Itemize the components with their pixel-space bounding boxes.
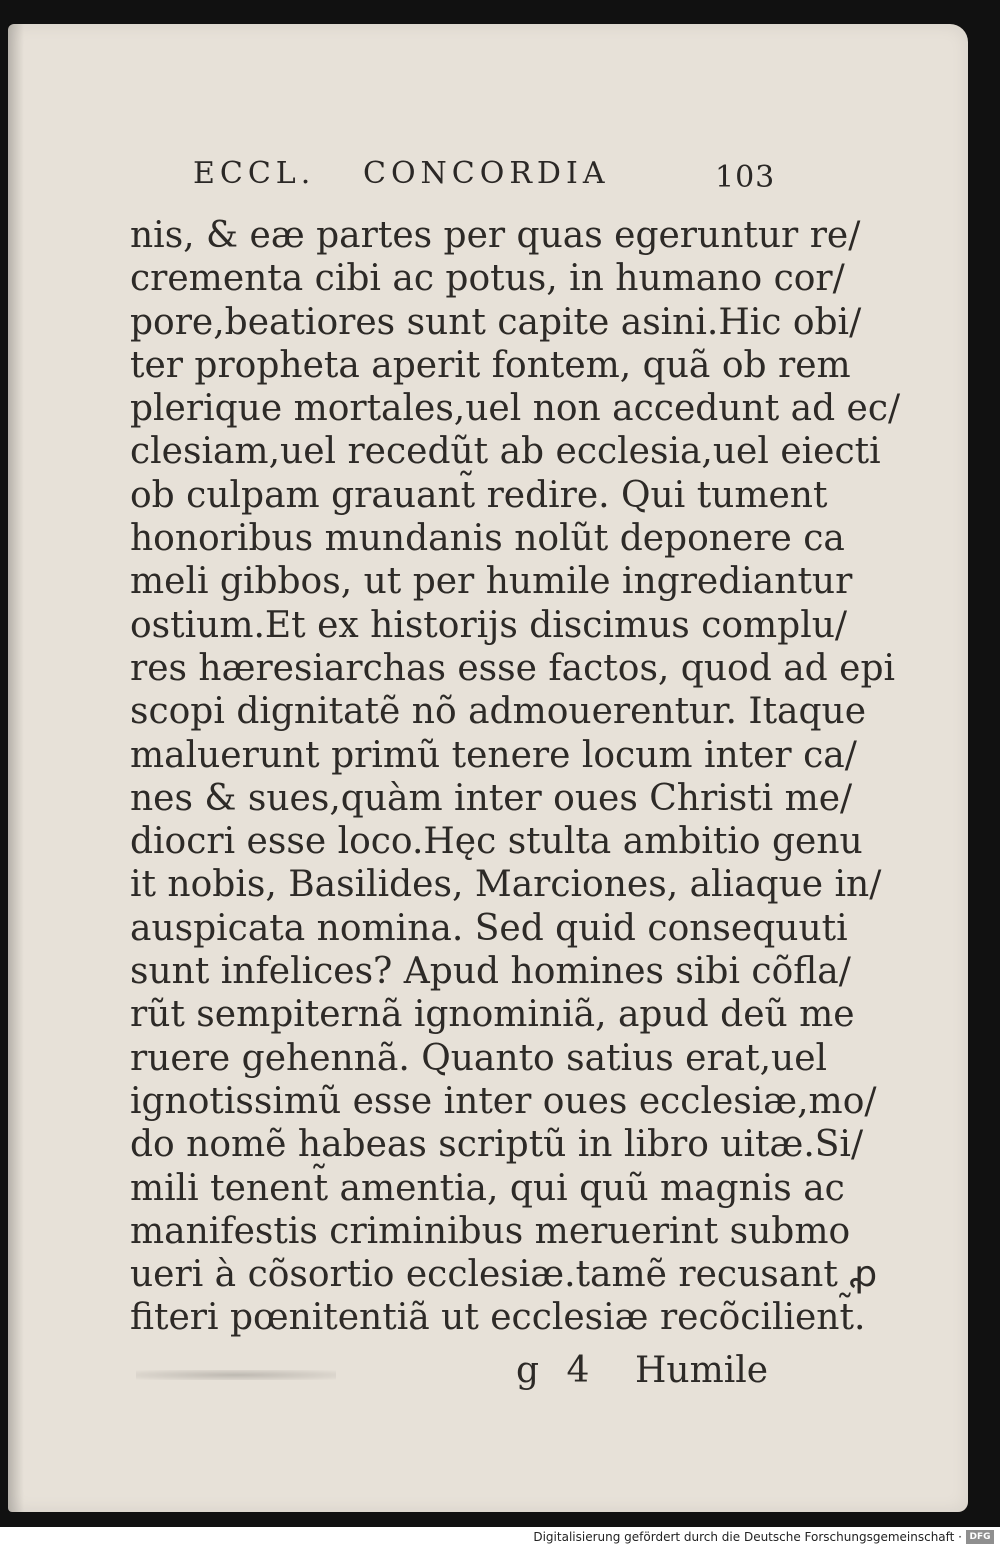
book-page <box>8 24 968 1512</box>
body-line: ostium.Et ex historijs discimus complu/ <box>130 604 848 646</box>
body-line: meli gibbos, ut per humile ingrediantur <box>130 561 853 603</box>
signature-mark: g 4 <box>516 1350 598 1391</box>
catchword: Humile <box>635 1350 769 1391</box>
body-line: honoribus mundanis nolũt deponere ca <box>130 518 845 560</box>
body-line: ueri à cõsortio ecclesiæ.tamẽ recusant ꝓ <box>130 1254 878 1296</box>
body-line: ob culpam grauant̃ redire. Qui tument <box>130 474 828 516</box>
body-line: diocri esse loco.Hęc stulta ambitio genu <box>130 821 863 863</box>
body-line: clesiam,uel recedũt ab ecclesia,uel eiecti <box>130 431 881 473</box>
body-line: ruere gehennã. Quanto satius erat,uel <box>130 1037 828 1079</box>
body-line: ignotissimũ esse inter oues ecclesiæ,mo/ <box>130 1080 877 1122</box>
running-head-title: CONCORDIA <box>363 156 610 191</box>
page-number: 103 <box>715 160 776 195</box>
body-line: rũt sempiternã ignominiã, apud deũ me <box>130 994 855 1036</box>
body-line: pore,beatiores sunt capite asini.Hic obi/ <box>130 301 862 343</box>
body-line: nes & sues,quàm inter oues Christi me/ <box>130 777 853 819</box>
body-line: nis, & eæ partes per quas egeruntur re/ <box>130 215 861 256</box>
running-head <box>193 156 776 200</box>
body-line: scopi dignitatẽ nõ admouerentur. Itaque <box>130 691 867 733</box>
body-line: res hæresiarchas esse factos, quod ad epi <box>130 647 896 689</box>
body-line: maluerunt primũ tenere locum inter ca/ <box>130 734 857 776</box>
body-line: it nobis, Basilides, Marciones, aliaque in/ <box>130 864 882 906</box>
body-line: mili tenent̃ amentia, qui quũ magnis ac <box>130 1167 845 1209</box>
credit-text: Digitalisierung gefördert durch die Deutsche Forschungsgemeinschaft · <box>533 1530 962 1544</box>
body-line: ter propheta aperit fontem, quã ob rem <box>130 344 851 386</box>
body-line: sunt infelices? Apud homines sibi cõfla/ <box>130 951 851 993</box>
running-head-left: ECCL. <box>193 156 316 191</box>
body-text <box>130 214 901 1340</box>
page-footer <box>130 1350 780 1398</box>
body-line: crementa cibi ac potus, in humano cor/ <box>130 258 845 300</box>
body-line: fiteri pœnitentiã ut ecclesiæ recõcilient̃. <box>130 1297 866 1339</box>
body-line: do nomẽ habeas scriptũ in libro uitæ.Si/ <box>130 1124 864 1166</box>
credit-bar <box>0 1527 1000 1547</box>
body-line: auspicata nomina. Sed quid consequuti <box>130 907 848 949</box>
body-line: manifestis criminibus meruerint submo <box>130 1210 851 1252</box>
dfg-logo-icon: DFG <box>966 1530 994 1544</box>
ink-smudge <box>136 1370 336 1380</box>
body-line: plerique mortales,uel non accedunt ad ec/ <box>130 388 901 430</box>
